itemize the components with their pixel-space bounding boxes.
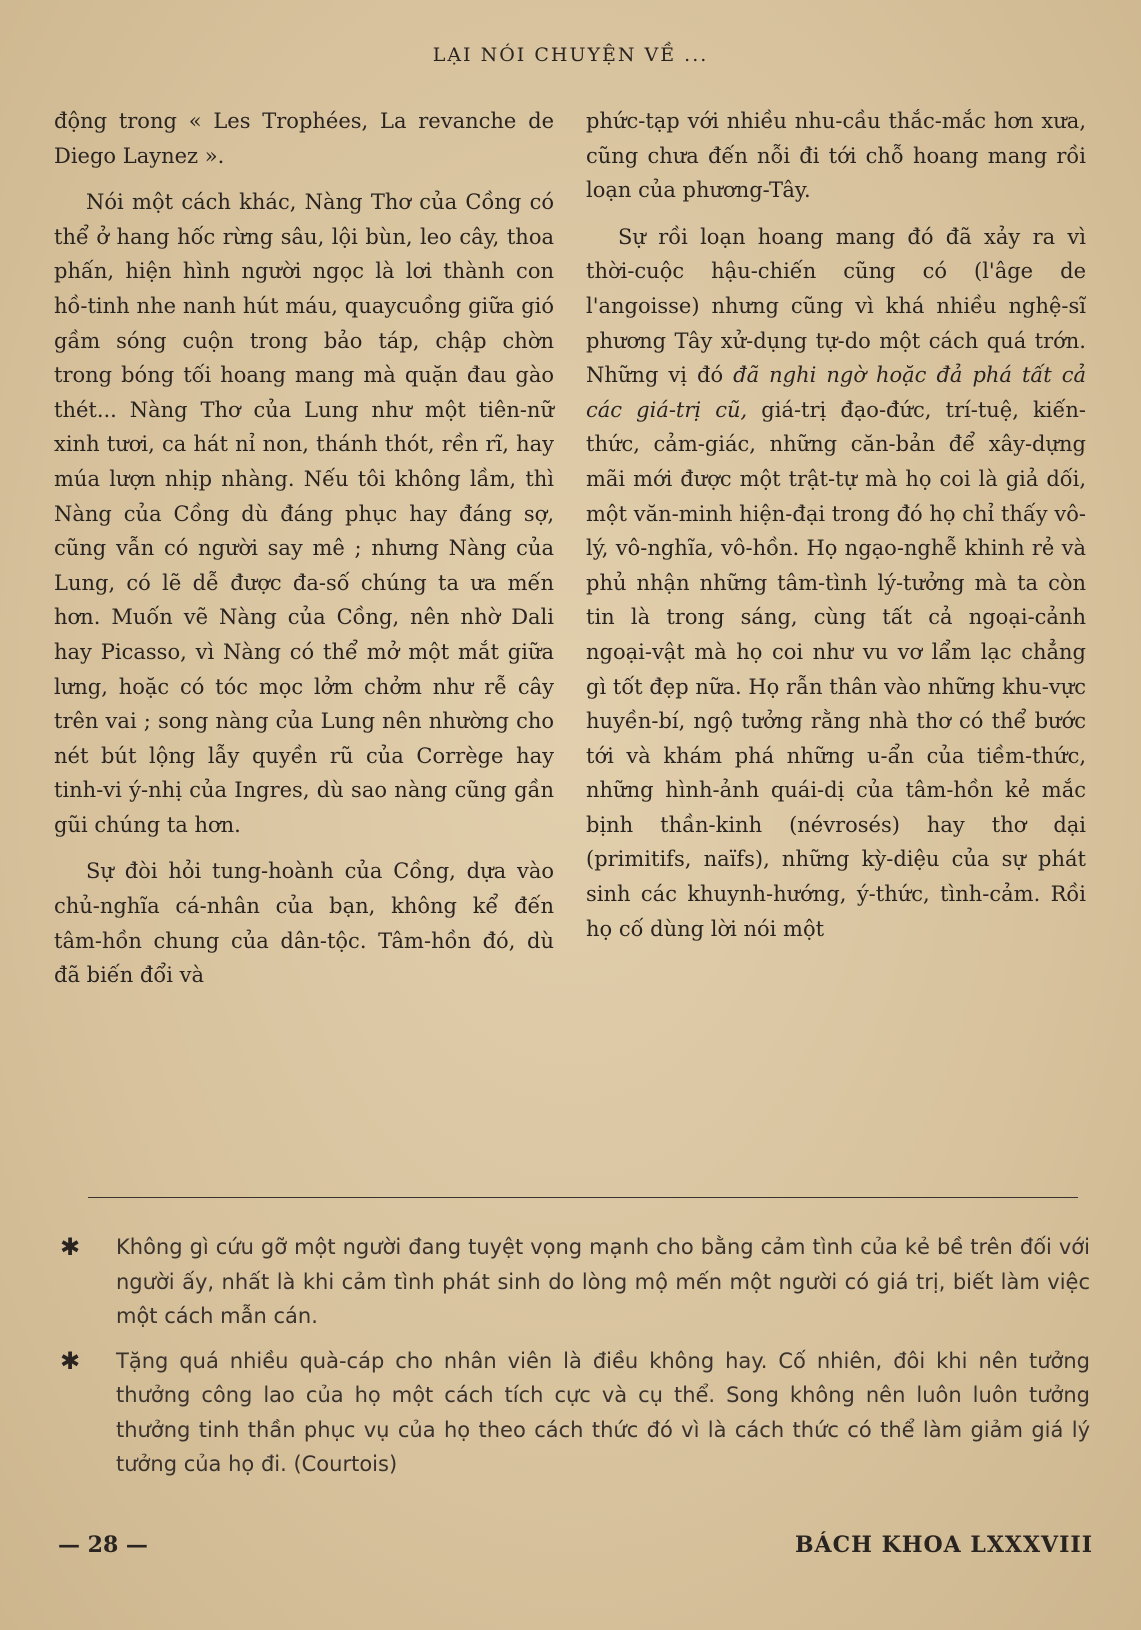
left-column	[54, 104, 554, 1005]
right-paragraph-2-end: giá-trị đạo-đức, trí-tuệ, kiến-thức, cảm-giác, những căn-bản để xây-dựng mãi mới được một trật-tự mà họ coi là giả dối, một văn-minh hiện-đại trong đó họ chỉ thấy vô-lý, vô-nghĩa, vô-hồn. Họ ngạo-nghễ khinh rẻ và phủ nhận những tâm-tình lý-tưởng mà ta còn tin là trong sáng, cùng tất cả ngoại-cảnh ngoại-vật mà họ coi như vu vơ lẩm lạc chẳng gì tốt đẹp nữa. Họ rẫn thân vào những khu-vực huyền-bí, ngộ tưởng rằng nhà thơ có thể bước tới và khám phá những u-ẩn của tiềm-thức, những hình-ảnh quái-dị của tâm-hồn kẻ mắc bịnh thần-kinh (névrosés) hay thơ dại (primitifs, naïfs), những kỳ-diệu của sự phát sinh các khuynh-hướng, ý-thức, tình-cảm. Rồi họ cố dùng lời nói một	[586, 397, 1086, 941]
right-paragraph-2-italic: đã nghi ngờ hoặc đả phá tất cả các giá-trị cũ,	[586, 363, 1086, 422]
right-paragraph-2	[586, 220, 1086, 946]
footnotes	[60, 1230, 1090, 1492]
footnote-1	[60, 1230, 1090, 1334]
running-head: LẠI NÓI CHUYỆN VỀ ...	[432, 44, 709, 66]
asterisk-icon: ✱	[60, 1233, 81, 1261]
footnote-2-text: Tặng quá nhiều quà-cáp cho nhân viên là điều không hay. Cố nhiên, đôi khi nên tưởng thưởng công lao của họ một cách tích cực và cụ thể. Song không nên luôn luôn tưởng thưởng tinh thần phục vụ của họ theo cách thức đó vì là cách thức có thể làm giảm giá lý tưởng của họ đi. (Courtois)	[116, 1348, 1090, 1476]
page-number: — 28 —	[58, 1532, 148, 1558]
asterisk-icon: ✱	[60, 1346, 81, 1375]
footnote-divider	[88, 1197, 1078, 1198]
publication-title: BÁCH KHOA LXXXVIII	[794, 1532, 1093, 1558]
footnote-1-text: Không gì cứu gỡ một người đang tuyệt vọng mạnh cho bằng cảm tình của kẻ bề trên đối với người ấy, nhất là khi cảm tình phát sinh do lòng mộ mến một người có giá trị, biết làm việc một cách mẫn cán.	[116, 1235, 1090, 1328]
left-paragraph-3: Sự đòi hỏi tung-hoành của Cồng, dựa vào chủ-nghĩa cá-nhân của bạn, không kể đến tâm-hồn chung của dân-tộc. Tâm-hồn đó, dù đã biến đổi và	[54, 859, 554, 988]
left-paragraph-2: Nói một cách khác, Nàng Thơ của Cồng có thể ở hang hốc rừng sâu, lội bùn, leo cây, thoa phấn, hiện hình người ngọc là lơi thành con hồ-tinh nhe nanh hút máu, quaycuồng giữa gió gầm sóng cuộn trong bảo táp, chập chờn trong bóng tối hoang mang mà quặn đau gào thét... Nàng Thơ của Lung như một tiên-nữ xinh tươi, ca hát nỉ non, thánh thót, rền rĩ, hay múa lượn nhịp nhàng. Nếu tôi không lầm, thì Nàng của Cồng dù đáng phục hay đáng sợ, cũng vẫn có người say mê ; nhưng Nàng của Lung, có lẽ dễ được đa-số chúng ta ưa mến hơn. Muốn vẽ Nàng của Cồng, nên nhờ Dali hay Picasso, vì Nàng có thể mở một mắt giữa lưng, hoặc có tóc mọc lởm chởm như rễ cây trên vai ; song nàng của Lung nên nhường cho nét bút lộng lẫy quyền rũ của Corrège hay tinh-vi ý-nhị của Ingres, dù sao nàng cũng gần gũi chúng ta hơn.	[54, 190, 554, 837]
right-column	[586, 104, 1086, 958]
left-paragraph-1: động trong « Les Trophées, La revanche de Diego Laynez ».	[54, 109, 554, 168]
right-paragraph-2-start: Sự rồi loạn hoang mang đó đã xảy ra vì thời-cuộc hậu-chiến cũng có (l'âge de l'angoisse) nhưng cũng vì khá nhiều nghệ-sĩ phương Tây xử-dụng tự-do một cách quá trớn. Những vị đó	[586, 224, 1086, 388]
right-paragraph-1: phức-tạp với nhiều nhu-cầu thắc-mắc hơn xưa, cũng chưa đến nỗi đi tới chỗ hoang mang rồi loạn của phương-Tây.	[586, 109, 1086, 203]
footnote-2	[60, 1344, 1090, 1482]
